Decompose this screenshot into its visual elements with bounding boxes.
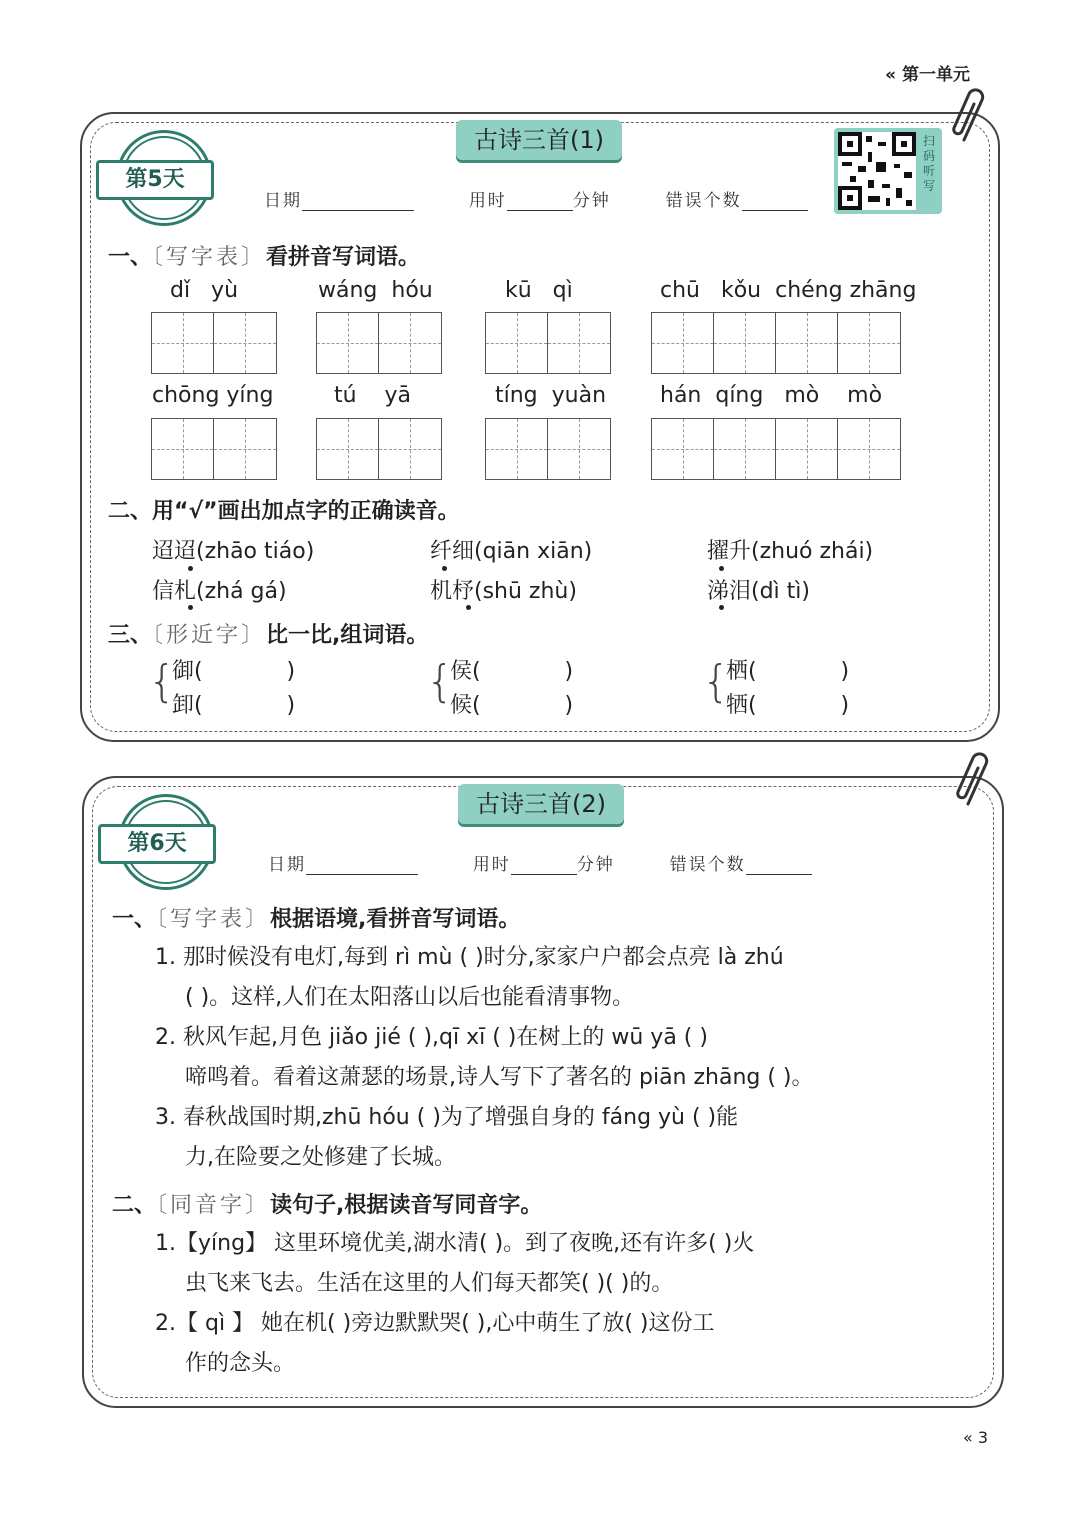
emphasis-dot — [188, 566, 193, 571]
pinyin-6: tú yā — [334, 383, 412, 408]
pinyin-5: chōng yíng — [152, 383, 274, 408]
date-field[interactable] — [302, 193, 414, 211]
writing-grid[interactable] — [651, 312, 901, 374]
reading-item[interactable]: 涕泪(dì tì) — [707, 579, 810, 604]
date-field[interactable] — [306, 857, 418, 875]
errors-field[interactable] — [742, 193, 808, 211]
day6-badge-label: 第6天 — [98, 824, 216, 864]
writing-grid[interactable] — [485, 418, 611, 480]
question-line[interactable]: 作的念头。 — [185, 1351, 296, 1376]
emphasis-dot — [442, 566, 447, 571]
question-line[interactable]: 2. 秋风乍起,月色 jiǎo jié ( ),qī xī ( )在树上的 wū yā ( ) — [155, 1025, 708, 1050]
question-line[interactable]: 啼鸣着。看着这萧瑟的场景,诗人写下了著名的 piān zhāng ( )。 — [185, 1065, 814, 1090]
writing-grid[interactable] — [485, 312, 611, 374]
paperclip-icon — [954, 752, 994, 812]
emphasis-dot — [188, 605, 193, 610]
writing-grid[interactable] — [151, 418, 277, 480]
emphasis-dot — [719, 566, 724, 571]
errors-label: 错误个数 — [665, 191, 742, 211]
question-line[interactable]: 2.【 qì 】 她在机( )旁边默默哭( ),心中萌生了放( )这份工 — [155, 1311, 715, 1336]
emphasis-dot — [719, 605, 724, 610]
paperclip-icon — [950, 88, 990, 148]
day5-meta — [264, 186, 824, 211]
qr-code-icon[interactable] — [838, 132, 916, 210]
emphasis-dot — [466, 605, 471, 610]
page-number: « 3 — [962, 1428, 988, 1447]
minutes-label: 分钟 — [576, 855, 615, 875]
question-line[interactable]: 3. 春秋战国时期,zhū hóu ( )为了增强自身的 fáng yù ( )能 — [155, 1105, 739, 1130]
compare-group-2: 侯( ) 候( ) — [450, 659, 574, 718]
writing-grid[interactable] — [651, 418, 901, 480]
pinyin-1: dǐ yù — [170, 278, 239, 303]
day5-section3-heading: 三、〔形近字〕比一比,组词语。 — [108, 623, 429, 648]
minutes-label: 分钟 — [572, 191, 611, 211]
day6-badge — [98, 794, 216, 894]
brace-icon: { — [702, 656, 730, 707]
writing-grid[interactable] — [151, 312, 277, 374]
day5-title: 古诗三首(1) — [456, 120, 622, 160]
question-line[interactable]: 力,在险要之处修建了长城。 — [185, 1145, 456, 1170]
reading-item[interactable]: 机杼(shū zhù) — [430, 579, 577, 604]
question-line[interactable]: 1. 那时候没有电灯,每到 rì mù ( )时分,家家户户都会点亮 là zhú — [155, 945, 784, 970]
question-line[interactable]: 1.【yíng】 这里环境优美,湖水清( )。到了夜晚,还有许多( )火 — [155, 1231, 755, 1256]
question-line[interactable]: 虫飞来飞去。生活在这里的人们每天都笑( )( )的。 — [185, 1271, 674, 1296]
time-label: 用时 — [472, 855, 511, 875]
errors-label: 错误个数 — [669, 855, 746, 875]
day5-section2-heading: 二、用“√”画出加点字的正确读音。 — [108, 499, 460, 524]
pinyin-2: wáng hóu — [318, 278, 433, 303]
writing-grid[interactable] — [316, 312, 442, 374]
brace-icon: { — [426, 656, 454, 707]
date-label: 日期 — [268, 855, 306, 875]
reading-item[interactable]: 信札(zhá gá) — [152, 579, 287, 604]
time-field[interactable] — [507, 193, 573, 211]
unit-label: « 第一单元 — [885, 65, 970, 85]
day5-badge-label: 第5天 — [96, 160, 214, 200]
time-field[interactable] — [511, 857, 577, 875]
reading-item[interactable]: 迢迢(zhāo tiáo) — [152, 539, 315, 564]
qr-panel[interactable] — [834, 128, 942, 214]
reading-item[interactable]: 纤细(qiān xiān) — [430, 539, 593, 564]
scan-label: 扫码听写 — [922, 134, 935, 193]
day6-meta — [268, 850, 828, 875]
day5-badge — [96, 130, 214, 230]
pinyin-4: chū kǒu chéng zhāng — [660, 278, 917, 303]
time-label: 用时 — [468, 191, 507, 211]
pinyin-3: kū qì — [505, 278, 573, 303]
brace-icon: { — [148, 656, 176, 707]
question-line[interactable]: ( )。这样,人们在太阳落山以后也能看清事物。 — [185, 985, 635, 1010]
pinyin-8: hán qíng mò mò — [660, 383, 883, 408]
compare-group-1: 御( ) 卸( ) — [172, 659, 296, 718]
compare-group-3: 栖( ) 牺( ) — [726, 659, 850, 718]
errors-field[interactable] — [746, 857, 812, 875]
pinyin-7: tíng yuàn — [495, 383, 607, 408]
writing-grid[interactable] — [316, 418, 442, 480]
day6-section2-heading: 二、〔同音字〕读句子,根据读音写同音字。 — [112, 1193, 543, 1218]
reading-item[interactable]: 擢升(zhuó zhái) — [707, 539, 874, 564]
date-label: 日期 — [264, 191, 302, 211]
day5-section1-heading: 一、〔写字表〕看拼音写词语。 — [108, 245, 421, 270]
day6-section1-heading: 一、〔写字表〕根据语境,看拼音写词语。 — [112, 907, 521, 932]
day6-title: 古诗三首(2) — [458, 784, 624, 824]
